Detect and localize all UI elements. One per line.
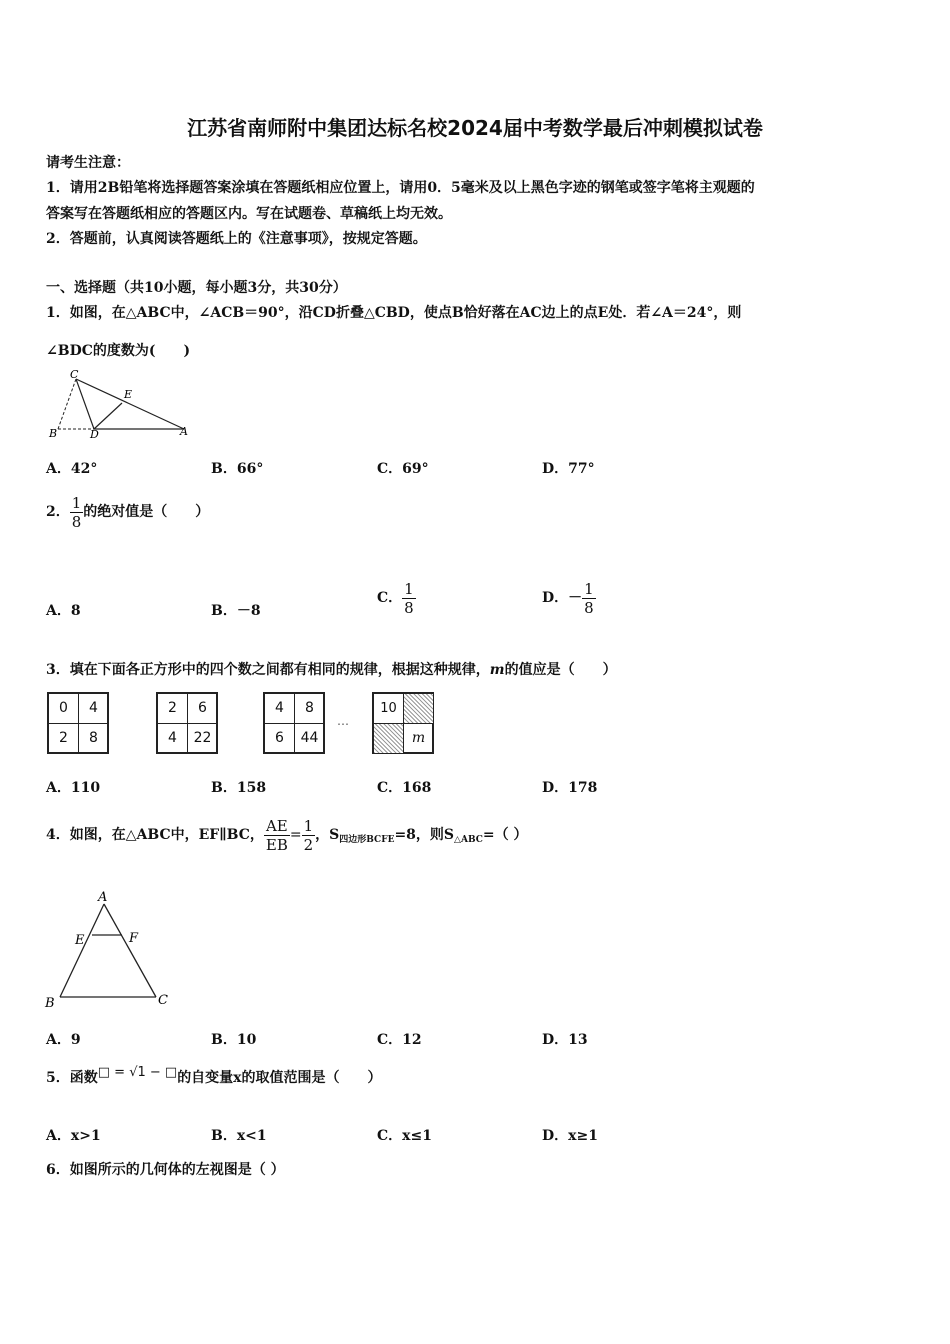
q3-square-2-cell: 6	[198, 700, 207, 716]
q3-square-2-cell: 4	[168, 730, 177, 746]
q1-option-d[interactable]: D．77°	[542, 461, 595, 477]
q5-text-a: 5．函数	[46, 1070, 98, 1086]
q3-square-2	[156, 692, 218, 754]
notice-line-1a: 1．请用2B铅笔将选择题答案涂填在答题纸相应位置上，请用0．5毫米及以上黑色字迹的钢笔或签字笔将主观题的	[46, 180, 755, 196]
q4-frac2-den: 2	[303, 835, 314, 854]
q3-option-b[interactable]: B．158	[211, 780, 267, 796]
q1-label-d: D	[90, 428, 99, 441]
q4-label-f: F	[129, 931, 139, 946]
q3-square-3-cell: 4	[275, 700, 284, 716]
q1-option-c[interactable]: C．69°	[377, 461, 429, 477]
q4-fraction-ae-eb	[264, 817, 290, 854]
q2-text	[46, 490, 209, 534]
q5-option-c[interactable]: C．x≤1	[377, 1128, 432, 1144]
q5-text-b: 的自变量x的取值范围是（ ）	[177, 1070, 382, 1086]
q4-label-c: C	[158, 993, 168, 1008]
section-heading: 一、选择题（共10小题，每小题3分，共30分）	[46, 280, 347, 296]
q3-square-3	[263, 692, 325, 754]
q2-option-d-den: 8	[584, 598, 594, 617]
q3-option-a[interactable]: A．110	[46, 780, 101, 796]
q2-frac-den: 8	[71, 512, 82, 531]
q3-square-3-cell: 44	[300, 730, 319, 746]
q1-label-b: B	[49, 427, 58, 440]
q4-frac2-num: 1	[303, 816, 314, 835]
q4-sub-quadrilateral: 四边形BCFE	[339, 835, 395, 845]
q2-option-b[interactable]: B．－8	[211, 603, 261, 619]
q4-option-d[interactable]: D．13	[542, 1032, 588, 1048]
q3-var-m: m	[489, 662, 505, 678]
q4-option-a[interactable]: A．9	[46, 1032, 81, 1048]
q2-frac-num: 1	[71, 493, 82, 512]
q5-option-a[interactable]: A．x>1	[46, 1128, 101, 1144]
q3-square-2-cell: 2	[168, 700, 177, 716]
q4-sub-triangle: △ABC	[454, 835, 483, 845]
q3-square-1-cell: 8	[89, 730, 98, 746]
q3-square-1-cell: 2	[59, 730, 68, 746]
q1-label-a: A	[180, 425, 188, 438]
q4-text-a: 4．如图，在△ABC中，EF∥BC，	[46, 827, 264, 843]
q3-option-d[interactable]: D．178	[542, 780, 598, 796]
q4-text-c: =8，则S	[394, 827, 455, 843]
q4-triangle-figure	[40, 886, 180, 1010]
page-title: 江苏省南师附中集团达标名校2024届中考数学最后冲刺模拟试卷	[187, 116, 763, 140]
q4-text-d: =（ ）	[482, 827, 528, 843]
q5-text	[46, 1067, 382, 1087]
q2-option-d[interactable]	[542, 576, 596, 620]
q1-triangle-figure	[46, 366, 196, 444]
q4-label-e: E	[75, 933, 85, 948]
q3-square-1-cell: 0	[59, 700, 68, 716]
q1-text-line2: ∠BDC的度数为( )	[46, 343, 191, 359]
q4-label-a: A	[98, 890, 108, 905]
q2-option-c[interactable]	[377, 576, 416, 620]
q2-option-d-fraction	[582, 580, 596, 617]
q3-square-2-cell: 22	[193, 730, 212, 746]
q1-label-e: E	[124, 388, 133, 401]
q4-option-c[interactable]: C．12	[377, 1032, 422, 1048]
q2-option-c-den: 8	[404, 598, 414, 617]
q2-option-d-num: 1	[584, 579, 594, 598]
q2-option-a[interactable]: A．8	[46, 603, 81, 619]
q4-text-b: ，S	[315, 827, 340, 843]
q3-square-4	[372, 692, 434, 754]
q4-equals: =	[289, 827, 302, 843]
q6-text: 6．如图所示的几何体的左视图是（ ）	[46, 1162, 285, 1178]
q3-square-3-cell: 6	[275, 730, 284, 746]
q2-option-c-num: 1	[404, 579, 414, 598]
q3-square-4-hatched-cell	[404, 694, 433, 723]
q3-option-c[interactable]: C．168	[377, 780, 432, 796]
q4-frac1-num: AE	[265, 816, 288, 835]
q3-square-4-top-left: 10	[380, 701, 397, 716]
q3-ellipsis: …	[337, 714, 349, 728]
q4-option-b[interactable]: B．10	[211, 1032, 257, 1048]
q1-label-c: C	[70, 368, 79, 381]
q2-fraction	[70, 494, 84, 531]
q5-formula: □ = √1 − □	[97, 1065, 178, 1080]
q4-fraction-half	[302, 817, 316, 854]
q3-square-1	[47, 692, 109, 754]
notice-line-2: 2．答题前，认真阅读答题纸上的《注意事项》，按规定答题。	[46, 231, 427, 247]
q4-frac1-den: EB	[265, 835, 288, 854]
q5-option-b[interactable]: B．x<1	[211, 1128, 267, 1144]
q1-option-b[interactable]: B．66°	[211, 461, 264, 477]
notice-heading: 请考生注意：	[46, 155, 130, 171]
q3-text	[46, 659, 617, 679]
q2-suffix: 的绝对值是（ ）	[83, 504, 210, 520]
q3-text-a: 3．填在下面各正方形中的四个数之间都有相同的规律，根据这种规律，	[46, 662, 490, 678]
q3-square-4-m: m	[411, 730, 426, 746]
q3-square-1-cell: 4	[89, 700, 98, 716]
q1-option-a[interactable]: A．42°	[46, 461, 98, 477]
q3-text-b: 的值应是（ ）	[504, 662, 617, 678]
q2-prefix: 2．	[46, 504, 70, 520]
notice-line-1b: 答案写在答题纸相应的答题区内。写在试题卷、草稿纸上均无效。	[46, 206, 452, 222]
q3-square-3-cell: 8	[305, 700, 314, 716]
q5-option-d[interactable]: D．x≥1	[542, 1128, 598, 1144]
q4-text	[46, 810, 528, 860]
q1-text-line1: 1．如图，在△ABC中，∠ACB＝90°，沿CD折叠△CBD，使点B恰好落在AC边上的点E处．若∠A＝24°，则	[46, 305, 742, 321]
q2-option-d-label: D．－	[542, 590, 583, 606]
q2-option-c-fraction	[402, 580, 416, 617]
q3-square-4-hatched-cell	[374, 724, 403, 753]
q2-option-c-label: C．	[377, 590, 403, 606]
q4-label-b: B	[45, 996, 55, 1010]
